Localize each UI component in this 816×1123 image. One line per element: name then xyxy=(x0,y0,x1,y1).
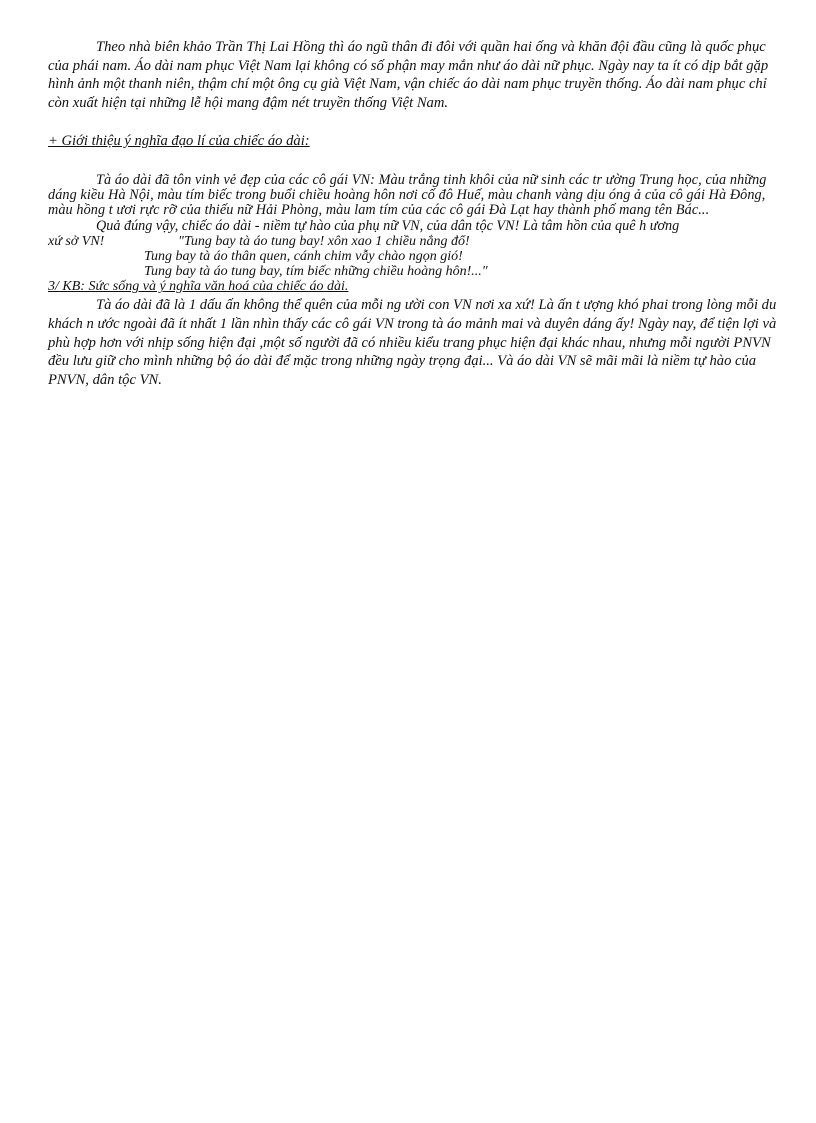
section-heading-conclusion: 3/ KB: Sức sống và ý nghĩa văn hoá của chiếc áo dài. xyxy=(48,279,349,295)
paragraph-colors: Tà áo dài đã tôn vinh vẻ đẹp của các cô gái VN: Màu trắng tinh khôi của nữ sinh các tr ường Trung học, của những dáng kiều Hà Nội, màu tím biếc trong buổi chiều hoàng hôn nơi cố đô Huế, màu chanh vàng dịu óng ả của cô gái Hà Đông, màu hồng t ươi rực rỡ của thiếu nữ Hải Phòng, màu lam tím của các cô gái Đà Lạt hay thành phố mang tên Bác... xyxy=(48,171,767,219)
document-page xyxy=(48,38,778,389)
poem-line-1: "Tung bay tà áo tung bay! xôn xao 1 chiều nắng đổ! xyxy=(178,233,470,249)
poem-prefix: xứ sở VN! xyxy=(48,233,105,249)
poem-line-2: Tung bay tà áo thân quen, cánh chim vẫy chào ngọn gió! xyxy=(144,248,463,264)
poem-block xyxy=(48,234,778,280)
section-heading-meaning: + Giới thiệu ý nghĩa đạo lí của chiếc áo dài: xyxy=(48,133,310,150)
intro-paragraph: Theo nhà biên khảo Trần Thị Lai Hồng thì áo ngũ thân đi đôi với quần hai ống và khăn đội đầu cũng là quốc phục của phái nam. Áo dài nam phục Việt Nam lại không có số phận may mắn như áo dài nữ phục. Ngày nay ta ít có dịp bắt gặp hình ảnh một thanh niên, thậm chí một ông cụ già Việt Nam, vận chiếc áo dài nam phục truyền thống. Áo dài nam phục chỉ còn xuất hiện tại những lễ hội mang đậm nét truyền thống Việt Nam. xyxy=(48,39,769,111)
paragraph-pride: Quả đúng vậy, chiếc áo dài - niềm tự hào của phụ nữ VN, của dân tộc VN! Là tâm hồn của quê h ương xyxy=(96,217,680,234)
conclusion-paragraph: Tà áo dài đã là 1 dấu ấn không thể quên của mỗi ng ười con VN nơi xa xứ! Là ấn t ượng khó phai trong lòng mỗi du khách n ước ngoài đã ít nhất 1 lần nhìn thấy các cô gái VN trong tà áo mảnh mai và duyên dáng ấy! Ngày nay, để tiện lợi và phù hợp hơn với nhịp sống hiện đại ,một số người đã có nhiều kiểu trang phục hiện đại khác nhau, nhưng mỗi người PNVN đều lưu giữ cho mình những bộ áo dài để mặc trong những ngày trọng đại... Và áo dài VN sẽ mãi mãi là niềm tự hào của PNVN, dân tộc VN. xyxy=(48,297,777,388)
poem-line-3: Tung bay tà áo tung bay, tím biếc những chiều hoàng hôn!..." xyxy=(144,264,488,280)
poem-first-row xyxy=(48,234,778,249)
